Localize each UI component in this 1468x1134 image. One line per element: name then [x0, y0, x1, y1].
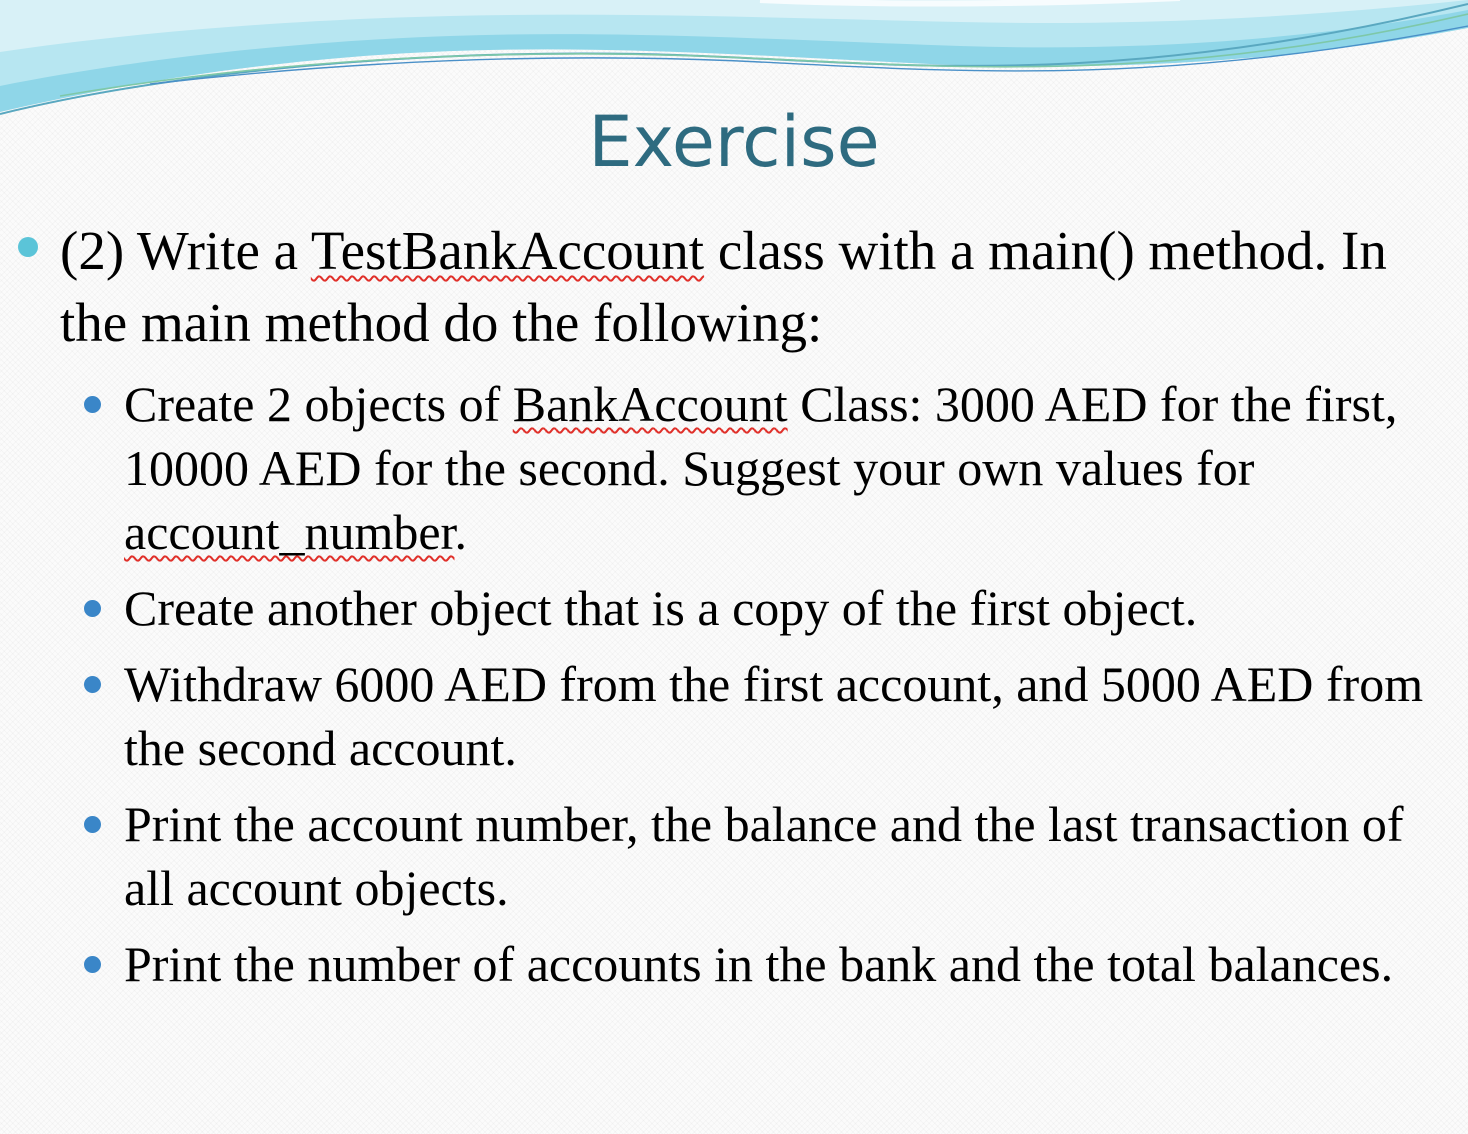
list-item: [124, 576, 1454, 640]
bullet-icon: [84, 600, 101, 617]
bankaccount-term: BankAccount: [512, 376, 788, 432]
item-text-before: Create 2 objects of: [124, 376, 513, 432]
item-text: Print the account number, the balance and the last transaction of all account objects.: [124, 796, 1404, 916]
intro-text-after: class with a main() method. In the main method do the following:: [60, 220, 1387, 353]
bullet-icon: [84, 396, 101, 413]
bullet-icon: [84, 816, 101, 833]
item-text-after: .: [454, 504, 467, 560]
account-number-term: account_number: [124, 504, 455, 560]
list-item: [124, 792, 1454, 920]
level1-bullet-icon: [18, 237, 38, 257]
intro-text-before: (2) Write a: [60, 220, 311, 281]
item-text: Create another object that is a copy of the first object.: [124, 580, 1198, 636]
list-item: [124, 932, 1454, 996]
class-name-term: TestBankAccount: [310, 220, 705, 281]
item-text: Withdraw 6000 AED from the first account, and 5000 AED from the second account.: [124, 656, 1424, 776]
item-text-middle: Class: 3000 AED for the first, 10000 AED for the second. Suggest your own values for: [124, 376, 1398, 496]
item-text: Print the number of accounts in the bank and the total balances.: [124, 936, 1394, 992]
exercise-intro: [60, 215, 1450, 359]
wave-white-streak: [760, 0, 1180, 4]
bullet-icon: [84, 956, 101, 973]
list-item: [124, 372, 1454, 564]
list-item: [124, 652, 1454, 780]
slide-title: Exercise: [588, 101, 880, 183]
task-list: [124, 372, 1454, 1008]
bullet-icon: [84, 676, 101, 693]
